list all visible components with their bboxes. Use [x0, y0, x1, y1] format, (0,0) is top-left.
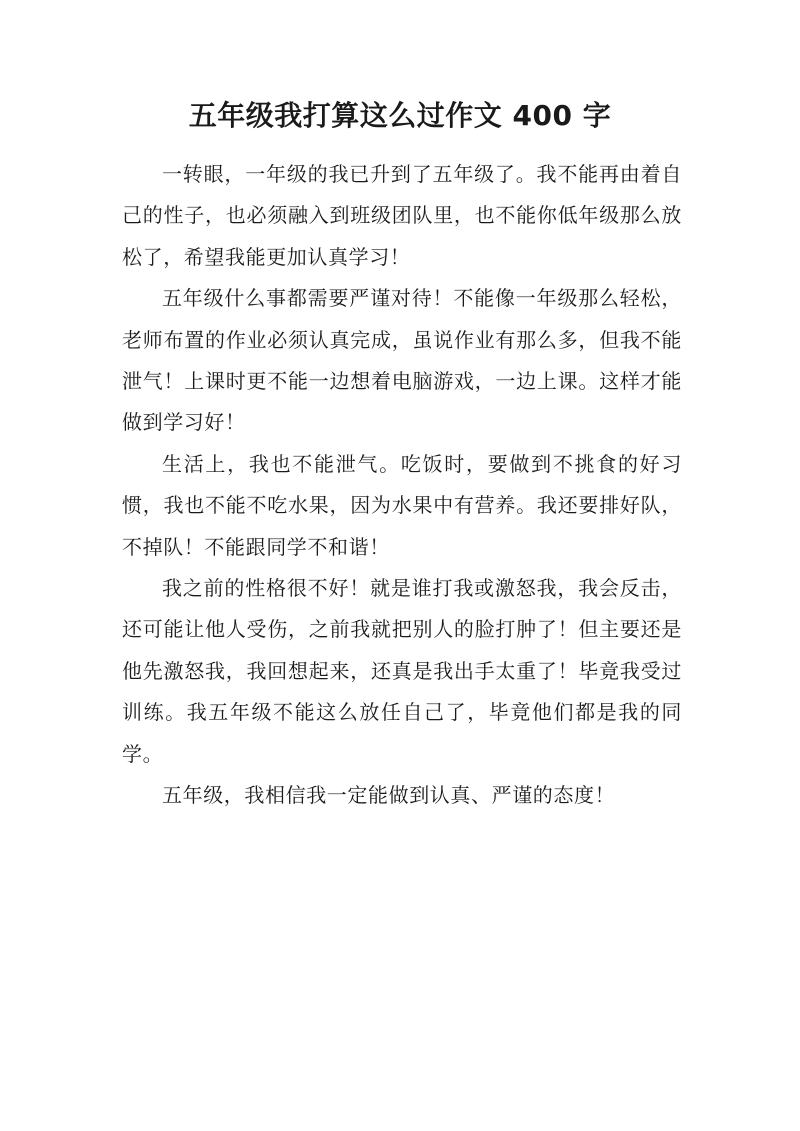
paragraph-2: 五年级什么事都需要严谨对待！不能像一年级那么轻松，老师布置的作业必须认真完成，虽说作业有那么多，但我不能泄气！上课时更不能一边想着电脑游戏，一边上课。这样才能做到学习好！	[122, 286, 682, 435]
paragraph-5: 五年级，我相信我一定能做到认真、严谨的态度！	[162, 783, 616, 808]
document-title: 五年级我打算这么过作文 400 字	[188, 99, 612, 132]
paragraph-4: 我之前的性格很不好！就是谁打我或激怒我，我会反击，还可能让他人受伤，之前我就把别人的脸打肿了！但主要还是他先激怒我，我回想起来，还真是我出手太重了！毕竟我受过训练。我五年级不能这么放任自己了，毕竟他们都是我的同学。	[122, 576, 682, 766]
paragraph-1: 一转眼，一年级的我已升到了五年级了。我不能再由着自己的性子，也必须融入到班级团队里，也不能你低年级那么放松了，希望我能更加认真学习！	[122, 162, 682, 269]
paragraph-3: 生活上，我也不能泄气。吃饭时，要做到不挑食的好习惯，我也不能不吃水果，因为水果中有营养。我还要排好队，不掉队！不能跟同学不和谐！	[122, 451, 682, 559]
document-body	[122, 154, 682, 817]
